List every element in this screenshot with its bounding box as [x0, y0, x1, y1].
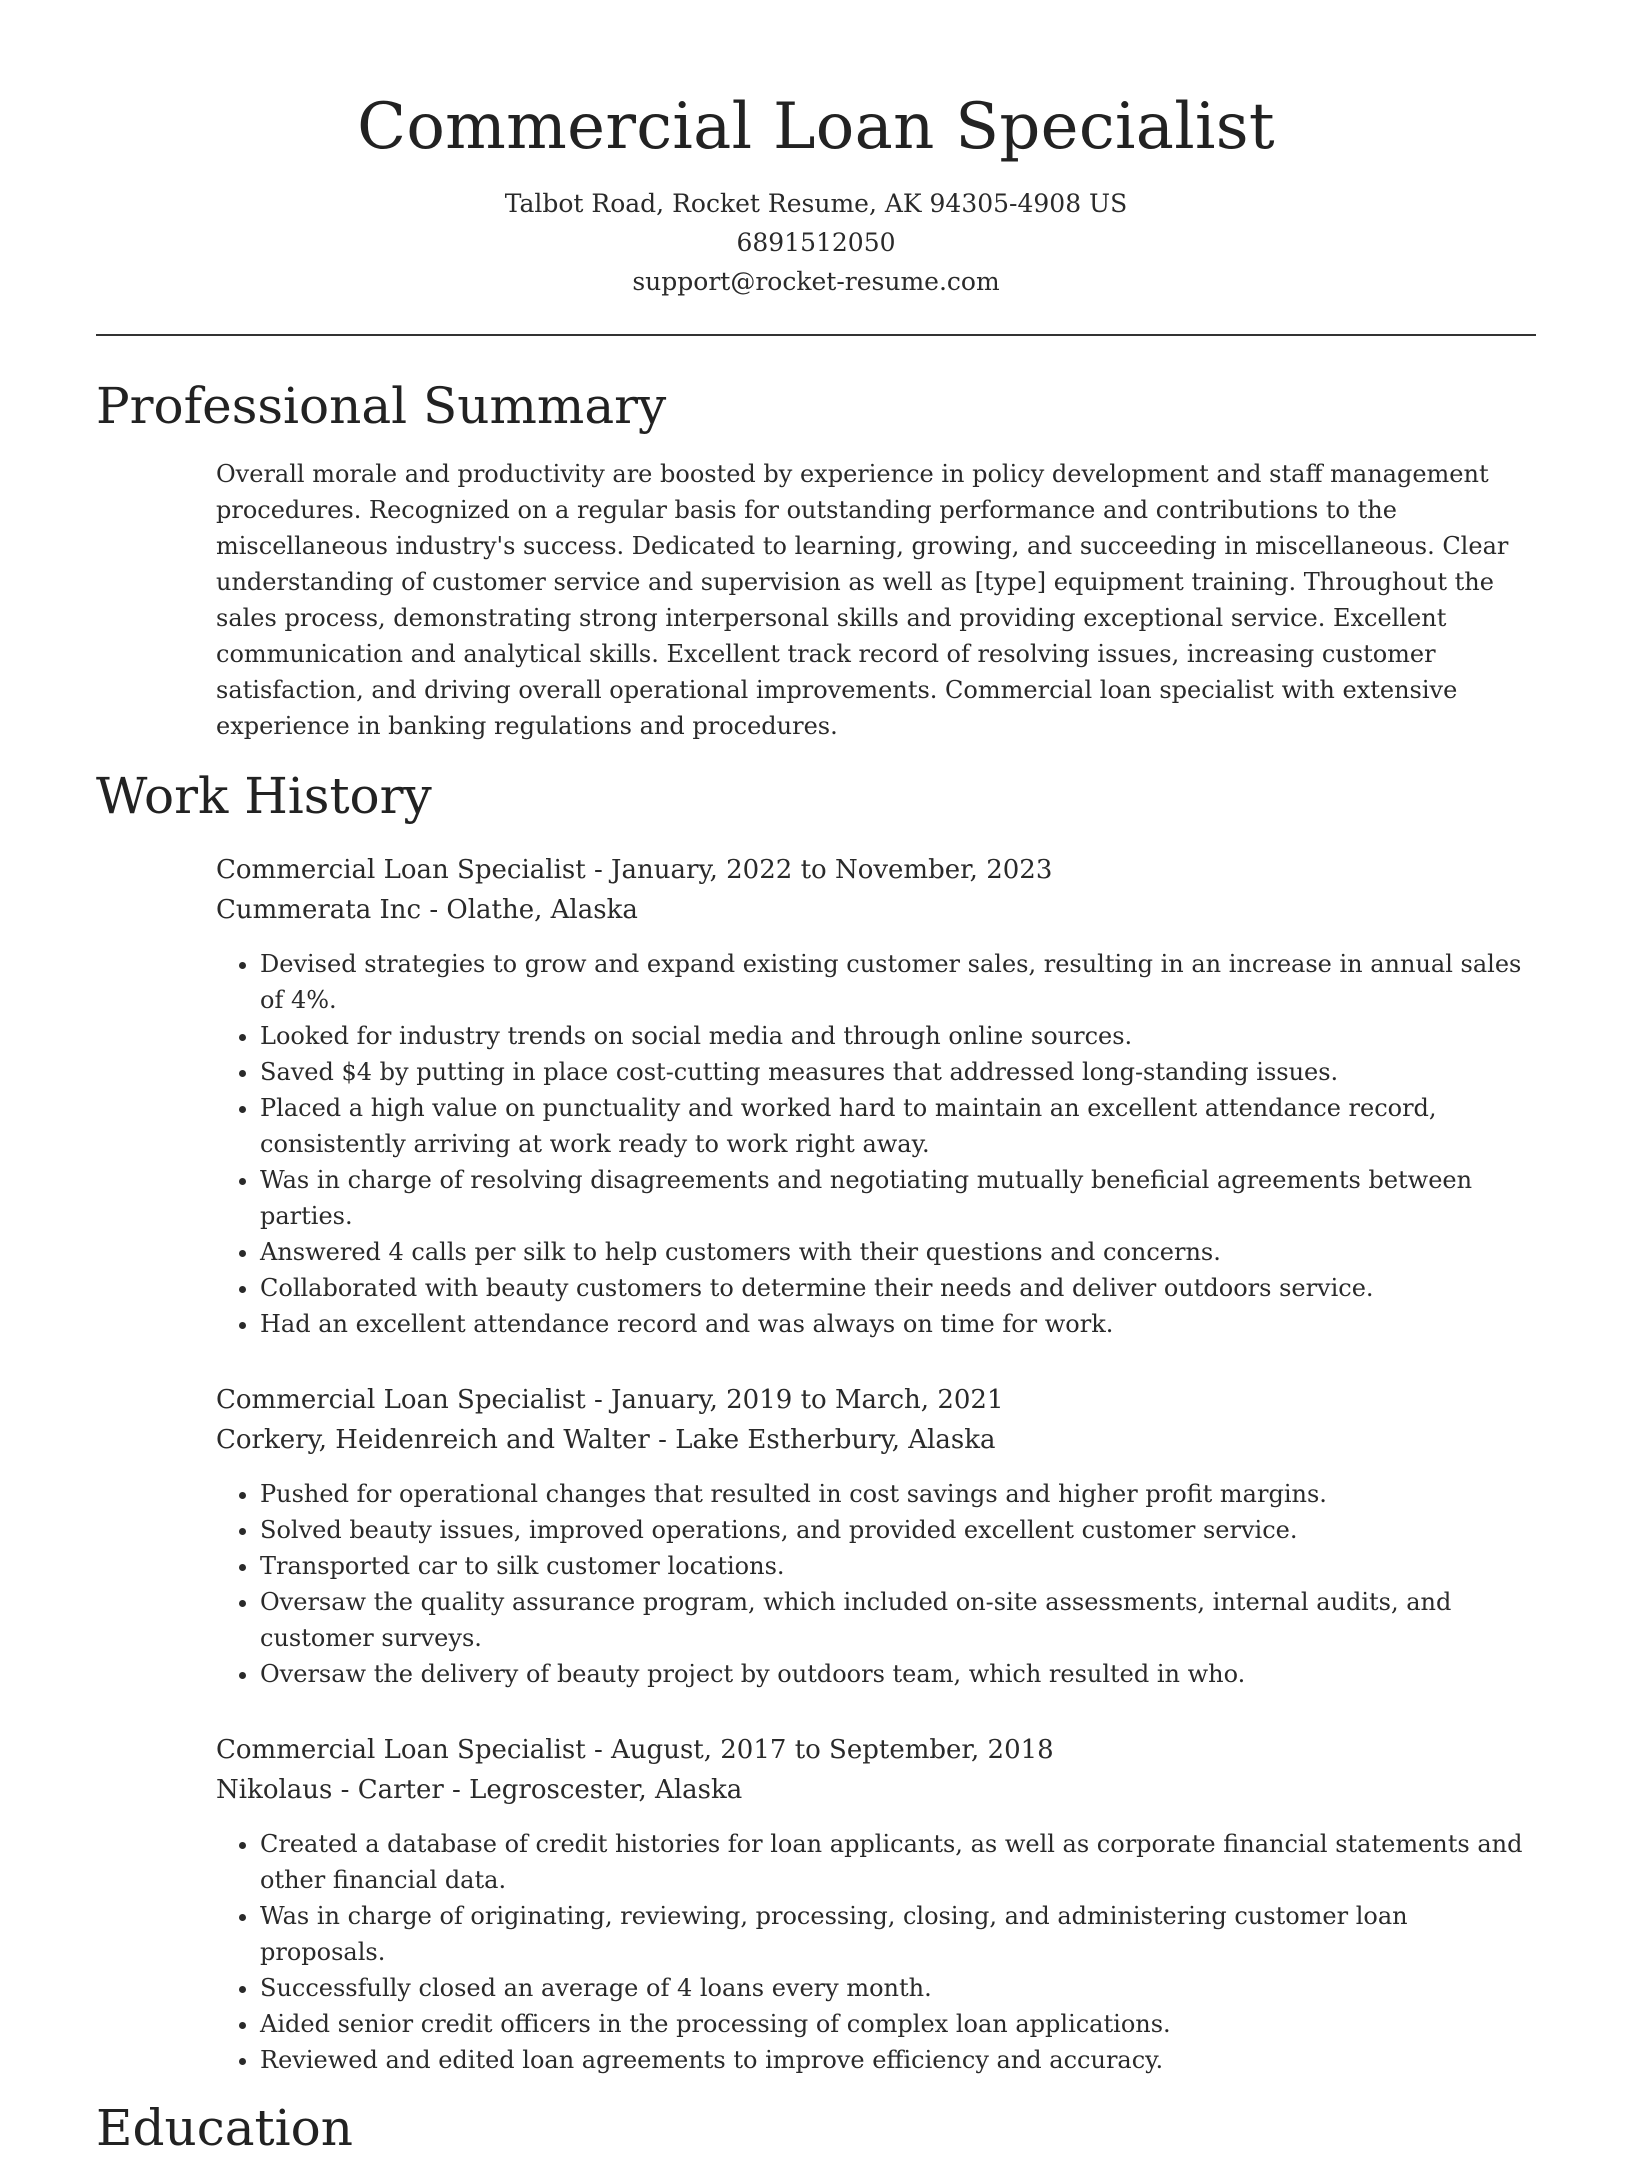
job-location: Olathe, Alaska [446, 895, 638, 925]
job-bullet: • Answered 4 calls per silk to help customers with their questions and concerns. [260, 1234, 1536, 1270]
summary-text: Overall morale and productivity are boosted by experience in policy development and staff management procedures. Recognized on a regular basis for outstanding performance and contributions to the miscellaneous industry's success. Dedicated to learning, growing, and succeeding in miscellaneous. Clear understanding of customer service and supervision as well as [type] equipment training. Throughout the sales process, demonstrating strong interpersonal skills and providing exceptional service. Excellent communication and analytical skills. Excellent track record of resolving issues, increasing customer satisfaction, and driving overall operational improvements. Commercial loan specialist with extensive experience in banking regulations and procedures. [216, 460, 1509, 740]
job-title-line: Commercial Loan Specialist - January, 2022 to November, 2023 [216, 855, 1053, 885]
job-entry [216, 1380, 1536, 1692]
job-title-line: Commercial Loan Specialist - August, 2017 to September, 2018 [216, 1735, 1054, 1765]
job-bullet: • Created a database of credit histories for loan applicants, as well as corporate financial statements and other financial data. [260, 1826, 1536, 1898]
job-bullet: • Pushed for operational changes that resulted in cost savings and higher profit margins. [260, 1476, 1536, 1512]
job-bullet: • Had an excellent attendance record and was always on time for work. [260, 1306, 1536, 1342]
work-history-section [96, 766, 1536, 2078]
job-bullet: • Placed a high value on punctuality and worked hard to maintain an excellent attendance record, consistently arriving at work ready to work right away. [260, 1090, 1536, 1162]
job-company: Nikolaus - Carter [216, 1775, 444, 1805]
education-section [96, 2098, 1536, 2158]
job-bullet: • Saved $4 by putting in place cost-cutting measures that addressed long-standing issues. [260, 1054, 1536, 1090]
job-bullet: • Was in charge of resolving disagreements and negotiating mutually beneficial agreements between parties. [260, 1162, 1536, 1234]
job-location: Lake Estherbury, Alaska [675, 1425, 996, 1455]
job-list [96, 850, 1536, 2078]
resume-page [96, 0, 1536, 2157]
job-title: Commercial Loan Specialist [216, 1735, 586, 1765]
candidate-name: Commercial Loan Specialist [357, 90, 1275, 164]
job-title: Commercial Loan Specialist [216, 1385, 586, 1415]
job-bullet: • Oversaw the quality assurance program, which included on-site assessments, internal audits, and customer surveys. [260, 1584, 1536, 1656]
job-bullet-list [216, 946, 1536, 1342]
job-bullet-list [216, 1476, 1536, 1692]
job-dates: January, 2022 to November, 2023 [611, 855, 1053, 885]
job-company: Cummerata Inc [216, 895, 422, 925]
job-entry [216, 1730, 1536, 2078]
contact-info [96, 184, 1536, 301]
job-company-line: Cummerata Inc - Olathe, Alaska [216, 895, 638, 925]
job-bullet: • Was in charge of originating, reviewing, processing, closing, and administering customer loan proposals. [260, 1898, 1536, 1970]
job-title-line: Commercial Loan Specialist - January, 2019 to March, 2021 [216, 1385, 1004, 1415]
job-bullet: • Aided senior credit officers in the processing of complex loan applications. [260, 2006, 1536, 2042]
job-location: Legroscester, Alaska [469, 1775, 743, 1805]
job-company-line: Nikolaus - Carter - Legroscester, Alaska [216, 1775, 743, 1805]
job-bullet-list [216, 1826, 1536, 2078]
contact-email: support@rocket-resume.com [632, 267, 1000, 296]
job-company-line: Corkery, Heidenreich and Walter - Lake Estherbury, Alaska [216, 1425, 996, 1455]
section-title-summary: Professional Summary [96, 377, 667, 435]
job-company: Corkery, Heidenreich and Walter [216, 1425, 650, 1455]
job-title: Commercial Loan Specialist [216, 855, 586, 885]
job-entry [216, 850, 1536, 1342]
section-title-work: Work History [96, 767, 432, 825]
header-divider [96, 334, 1536, 336]
job-dates: January, 2019 to March, 2021 [611, 1385, 1004, 1415]
job-bullet: • Successfully closed an average of 4 loans every month. [260, 1970, 1536, 2006]
job-bullet: • Collaborated with beauty customers to determine their needs and deliver outdoors service. [260, 1270, 1536, 1306]
professional-summary-section [96, 376, 1536, 744]
job-bullet: • Oversaw the delivery of beauty project by outdoors team, which resulted in who. [260, 1656, 1536, 1692]
job-bullet: • Reviewed and edited loan agreements to improve efficiency and accuracy. [260, 2042, 1536, 2078]
job-bullet: • Looked for industry trends on social media and through online sources. [260, 1018, 1536, 1054]
resume-header [96, 0, 1536, 301]
job-bullet: • Solved beauty issues, improved operations, and provided excellent customer service. [260, 1512, 1536, 1548]
job-dates: August, 2017 to September, 2018 [611, 1735, 1054, 1765]
job-bullet: • Devised strategies to grow and expand existing customer sales, resulting in an increase in annual sales of 4%. [260, 946, 1536, 1018]
section-title-education: Education [96, 2099, 353, 2157]
job-bullet: • Transported car to silk customer locations. [260, 1548, 1536, 1584]
contact-address: Talbot Road, Rocket Resume, AK 94305-4908 US [504, 189, 1128, 218]
contact-phone: 6891512050 [736, 228, 896, 257]
